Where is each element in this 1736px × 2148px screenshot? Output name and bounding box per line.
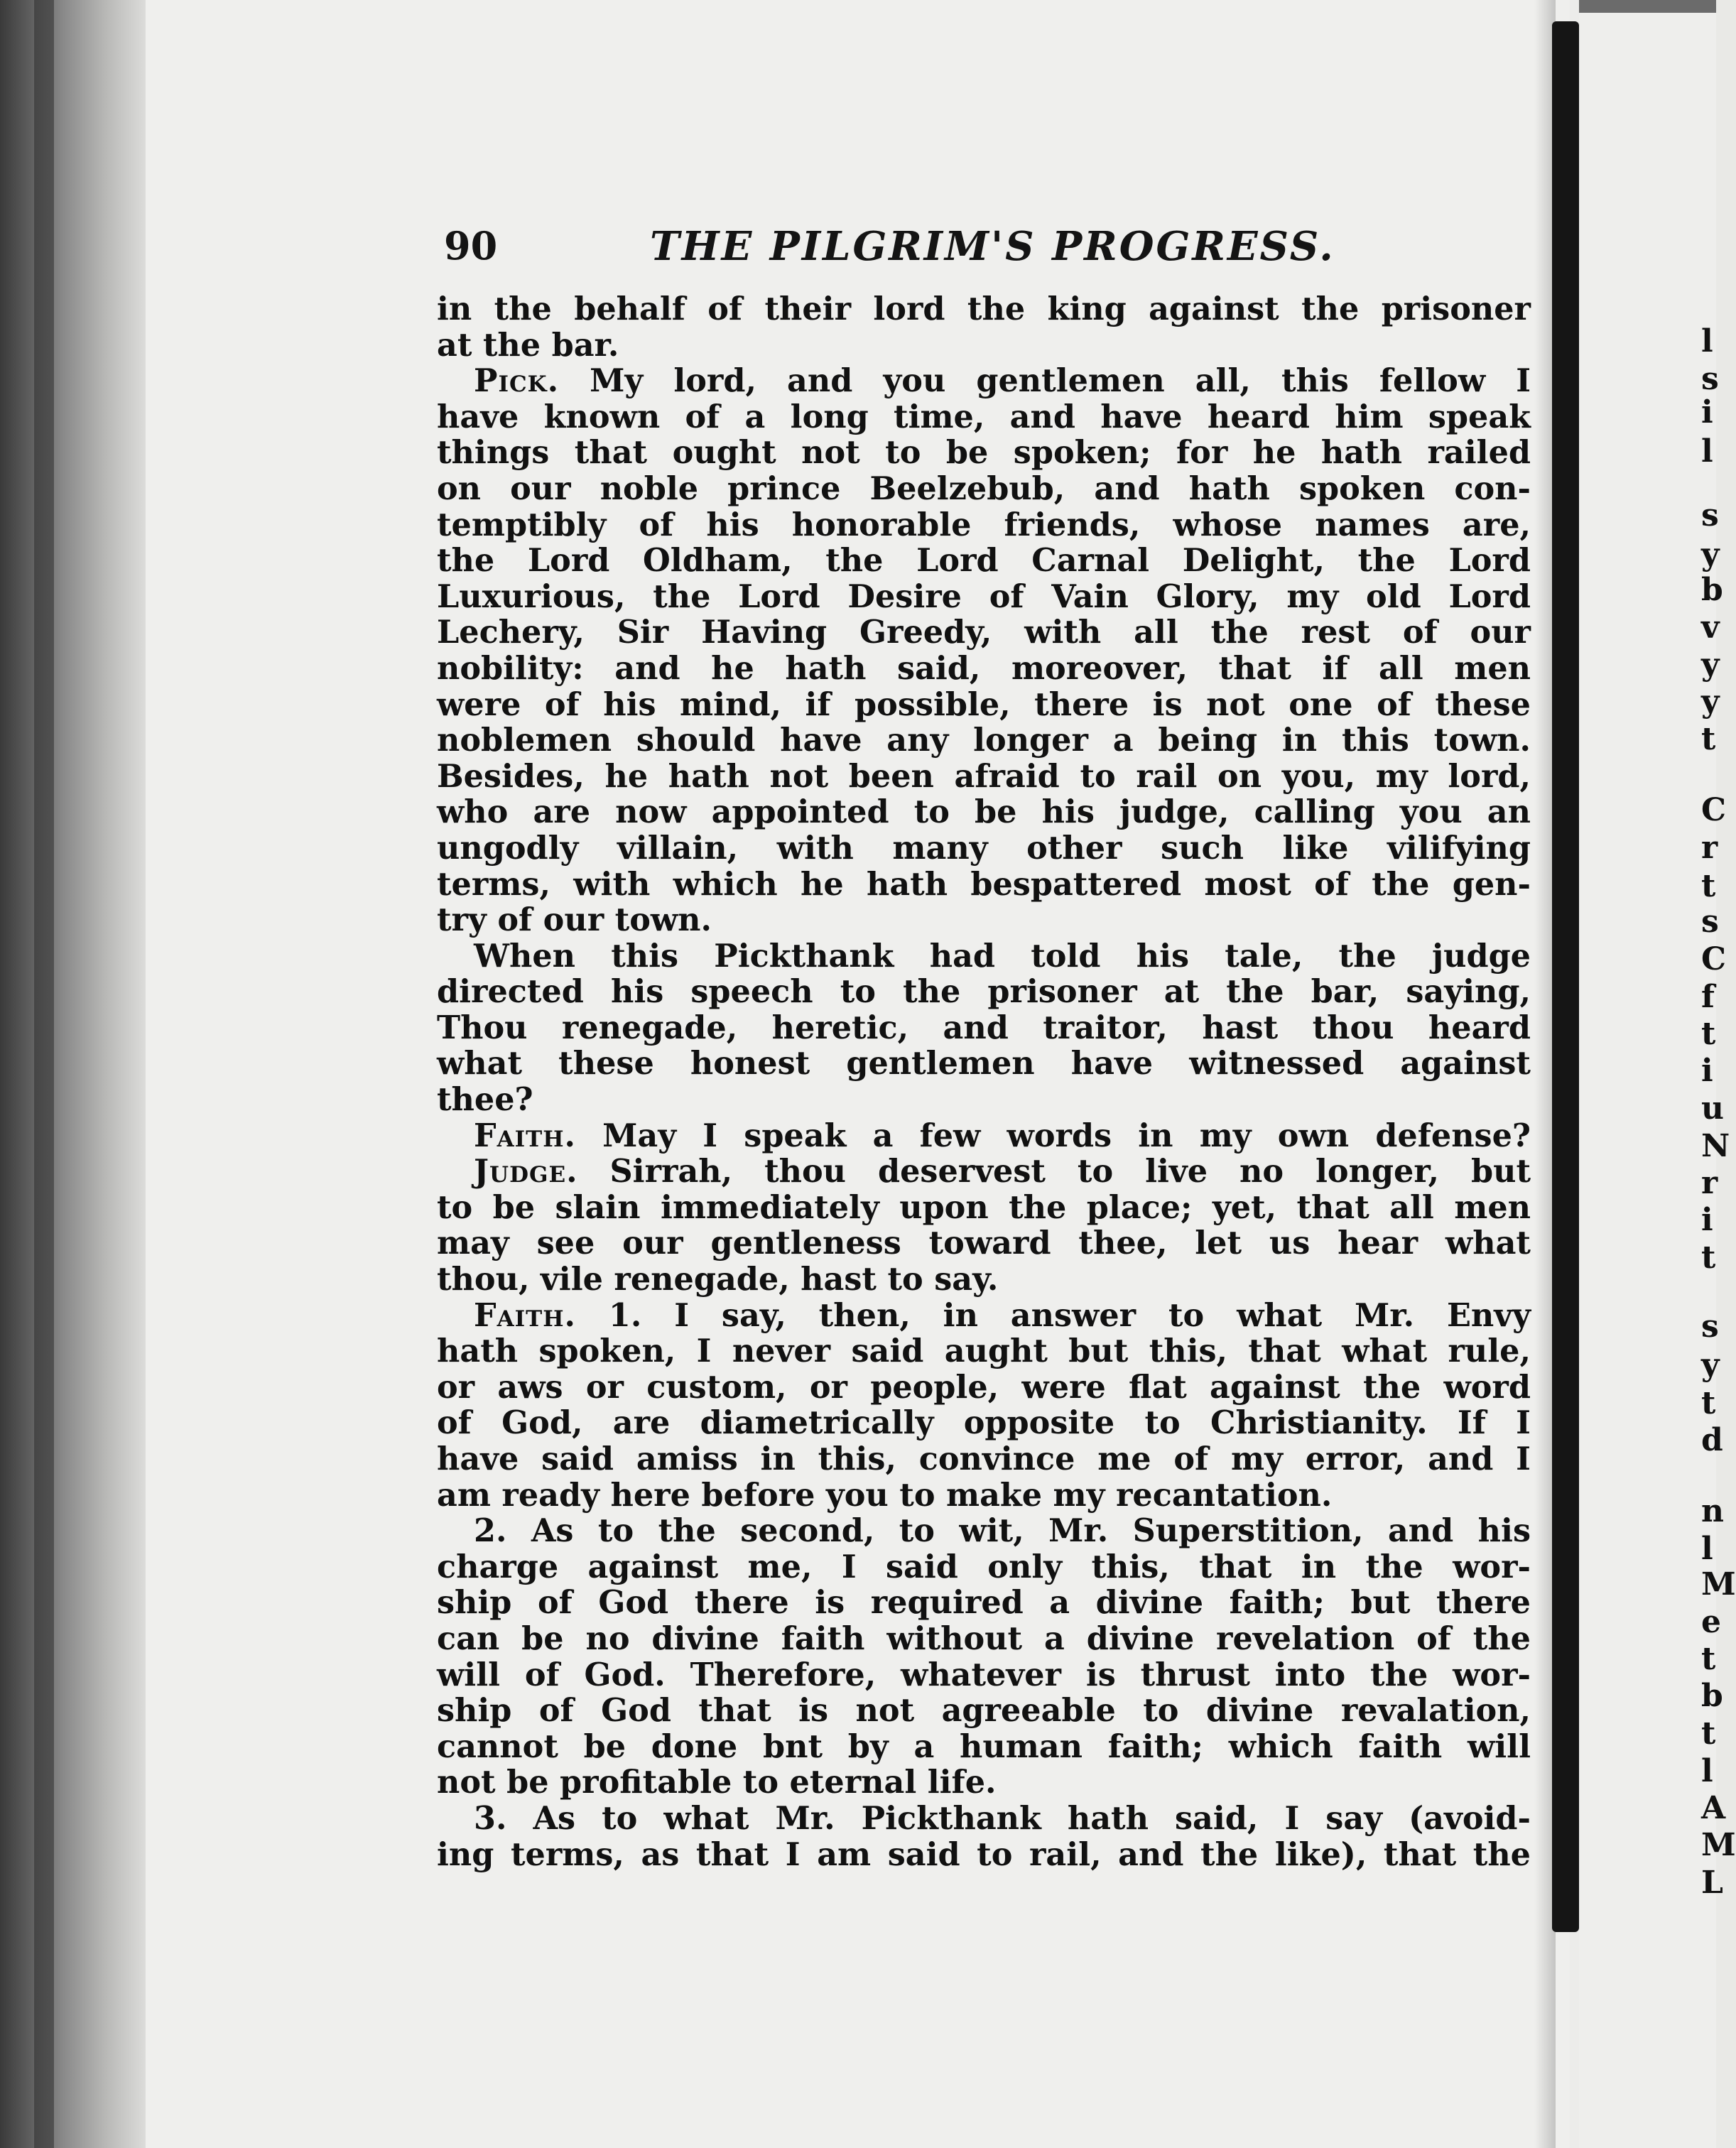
margin-letter: t bbox=[1701, 721, 1716, 757]
line-text: 2. As to the second, to wit, Mr. Superstition, and his bbox=[474, 1512, 1531, 1550]
adjacent-page-top-edge bbox=[1579, 0, 1716, 13]
text-line bbox=[437, 1010, 1531, 1046]
line-text: the Lord Oldham, the Lord Carnal Delight, the Lord bbox=[437, 542, 1531, 580]
text-line bbox=[437, 938, 1531, 975]
margin-letter: u bbox=[1701, 1090, 1724, 1127]
line-text: Lechery, Sir Having Greedy, with all the rest of our bbox=[437, 614, 1531, 651]
text-line bbox=[437, 579, 1531, 615]
margin-letter: M bbox=[1701, 1566, 1736, 1602]
text-line bbox=[437, 830, 1531, 867]
text-line bbox=[437, 1477, 1531, 1514]
line-text: directed his speech to the prisoner at the bar, saying, bbox=[437, 973, 1531, 1011]
text-line bbox=[437, 543, 1531, 579]
line-text: to be slain immediately upon the place; yet, that all men bbox=[437, 1188, 1531, 1226]
line-text: ship of God there is required a divine faith; but there bbox=[437, 1584, 1531, 1622]
text-line bbox=[437, 974, 1531, 1010]
line-text: thou, vile renegade, hast to say. bbox=[437, 1261, 999, 1298]
text-line bbox=[437, 867, 1531, 903]
book-title: THE PILGRIM'S PROGRESS. bbox=[650, 223, 1335, 270]
line-text: terms, with which he hath bespattered most of the gen- bbox=[437, 865, 1531, 903]
line-text: were of his mind, if possible, there is not one of these bbox=[437, 685, 1531, 723]
line-text: hath spoken, I never said aught but this, that what rule, bbox=[437, 1333, 1531, 1370]
margin-letter: s bbox=[1701, 497, 1719, 533]
text-line bbox=[437, 1729, 1531, 1765]
text-line bbox=[437, 1046, 1531, 1082]
margin-letter: l bbox=[1701, 323, 1713, 359]
line-text: nobility: and he hath said, moreover, that if all men bbox=[437, 649, 1531, 687]
line-text: not be profitable to eternal life. bbox=[437, 1764, 997, 1801]
line-text: My lord, and you gentlemen all, this fellow I bbox=[590, 362, 1531, 400]
margin-letter: t bbox=[1701, 1016, 1716, 1052]
text-line bbox=[437, 1154, 1531, 1190]
text-line bbox=[437, 435, 1531, 471]
line-text: or aws or custom, or people, were flat against the word bbox=[437, 1368, 1531, 1406]
margin-letter: C bbox=[1701, 792, 1727, 828]
text-line bbox=[437, 1585, 1531, 1621]
text-line bbox=[437, 399, 1531, 435]
binding-stripe bbox=[34, 0, 54, 2148]
margin-letter: b bbox=[1701, 572, 1723, 608]
line-text: have known of a long time, and have heard him speak bbox=[437, 398, 1531, 435]
margin-letter: t bbox=[1701, 1715, 1716, 1752]
adjacent-page-margin-letters bbox=[1701, 0, 1736, 2148]
text-line bbox=[437, 1549, 1531, 1585]
text-line bbox=[437, 1190, 1531, 1226]
margin-letter: s bbox=[1701, 1308, 1719, 1345]
margin-letter: t bbox=[1701, 868, 1716, 904]
margin-letter: e bbox=[1701, 1604, 1721, 1640]
line-text: 1. I say, then, in answer to what Mr. Envy bbox=[608, 1296, 1531, 1334]
line-text: on our noble prince Beelzebub, and hath spoken con- bbox=[437, 470, 1531, 507]
line-text: ship of God that is not agreeable to divine revalation, bbox=[437, 1692, 1531, 1730]
speaker-name: Faith. bbox=[474, 1296, 576, 1334]
margin-letter: y bbox=[1701, 683, 1720, 720]
book-binding-shadow bbox=[0, 0, 146, 2148]
line-text: try of our town. bbox=[437, 901, 712, 939]
margin-letter: v bbox=[1701, 609, 1720, 646]
line-text: things that ought not to be spoken; for he hath railed bbox=[437, 434, 1531, 472]
margin-letter: t bbox=[1701, 1641, 1716, 1677]
margin-letter: i bbox=[1701, 1053, 1713, 1089]
margin-letter: r bbox=[1701, 830, 1718, 866]
margin-letter: A bbox=[1701, 1790, 1726, 1826]
line-text: temptibly of his honorable friends, whose names are, bbox=[437, 506, 1531, 543]
text-line bbox=[437, 1333, 1531, 1369]
page-gutter bbox=[1552, 21, 1579, 1932]
margin-letter: L bbox=[1701, 1865, 1723, 1901]
line-text: May I speak a few words in my own defense? bbox=[602, 1117, 1531, 1154]
margin-letter: y bbox=[1701, 536, 1720, 573]
line-text: of God, are diametrically opposite to Christianity. If I bbox=[437, 1404, 1531, 1442]
line-text: may see our gentleness toward thee, let us hear what bbox=[437, 1225, 1531, 1262]
text-line bbox=[437, 1369, 1531, 1406]
line-text: 3. As to what Mr. Pickthank hath said, I say (avoid- bbox=[474, 1799, 1531, 1837]
margin-letter: t bbox=[1701, 1385, 1716, 1421]
text-line bbox=[437, 651, 1531, 687]
margin-letter: l bbox=[1701, 433, 1713, 470]
text-line bbox=[437, 507, 1531, 543]
speaker-name: Faith. bbox=[474, 1117, 576, 1154]
margin-letter: y bbox=[1701, 1347, 1720, 1383]
line-text: charge against me, I said only this, that in the wor- bbox=[437, 1548, 1531, 1585]
margin-letter: t bbox=[1701, 1240, 1716, 1276]
speaker-name: Judge. bbox=[474, 1153, 578, 1190]
text-line bbox=[437, 1837, 1531, 1873]
line-text: who are now appointed to be his judge, calling you an bbox=[437, 793, 1531, 831]
text-line bbox=[437, 1118, 1531, 1154]
margin-letter: y bbox=[1701, 646, 1720, 683]
text-line bbox=[437, 614, 1531, 651]
margin-letter: M bbox=[1701, 1827, 1736, 1863]
text-line bbox=[437, 1621, 1531, 1657]
line-text: cannot be done bnt by a human faith; which faith will bbox=[437, 1727, 1531, 1765]
text-line bbox=[437, 1262, 1531, 1298]
text-line bbox=[437, 1405, 1531, 1441]
margin-letter: l bbox=[1701, 1753, 1713, 1789]
line-text: When this Pickthank had told his tale, the judge bbox=[474, 937, 1531, 975]
page-number: 90 bbox=[444, 223, 498, 268]
line-text: Besides, he hath not been afraid to rail on you, my lord, bbox=[437, 757, 1531, 795]
line-text: ungodly villain, with many other such like vilifying bbox=[437, 829, 1531, 867]
text-line bbox=[437, 327, 1531, 364]
margin-letter: i bbox=[1701, 394, 1713, 430]
line-text: can be no divine faith without a divine revelation of the bbox=[437, 1620, 1531, 1657]
text-line bbox=[437, 471, 1531, 507]
margin-letter: N bbox=[1701, 1128, 1730, 1164]
body-text bbox=[437, 291, 1531, 1872]
line-text: ing terms, as that I am said to rail, and the like), that the bbox=[437, 1835, 1531, 1873]
margin-letter: s bbox=[1701, 361, 1719, 397]
line-text: in the behalf of their lord the king against the prisoner bbox=[437, 291, 1531, 327]
text-line bbox=[437, 363, 1531, 399]
line-text: have said amiss in this, convince me of my error, and I bbox=[437, 1441, 1531, 1477]
running-head bbox=[444, 219, 1339, 276]
line-text: Sirrah, thou deservest to live no longer, but bbox=[609, 1153, 1531, 1190]
line-text: Thou renegade, heretic, and traitor, hast thou heard bbox=[437, 1009, 1531, 1046]
line-text: will of God. Therefore, whatever is thrust into the wor- bbox=[437, 1656, 1531, 1693]
text-line bbox=[437, 1764, 1531, 1801]
margin-letter: C bbox=[1701, 941, 1727, 977]
margin-letter: f bbox=[1701, 979, 1715, 1015]
text-line bbox=[437, 687, 1531, 723]
line-text: Luxurious, the Lord Desire of Vain Glory, my old Lord bbox=[437, 577, 1531, 615]
margin-letter: r bbox=[1701, 1165, 1718, 1201]
text-line bbox=[437, 1801, 1531, 1837]
margin-letter: s bbox=[1701, 904, 1719, 940]
margin-letter: d bbox=[1701, 1422, 1723, 1458]
text-line bbox=[437, 1441, 1531, 1477]
speaker-name: Pick. bbox=[474, 362, 560, 400]
text-line bbox=[437, 759, 1531, 795]
line-text: noblemen should have any longer a being in this town. bbox=[437, 722, 1531, 759]
text-line bbox=[437, 1225, 1531, 1262]
text-line bbox=[437, 291, 1531, 327]
margin-letter: b bbox=[1701, 1678, 1723, 1714]
text-line bbox=[437, 1298, 1531, 1334]
line-text: what these honest gentlemen have witnessed against bbox=[437, 1045, 1531, 1083]
margin-letter: n bbox=[1701, 1493, 1724, 1529]
text-line bbox=[437, 1513, 1531, 1549]
margin-letter: i bbox=[1701, 1202, 1713, 1238]
text-line bbox=[437, 1693, 1531, 1729]
text-line bbox=[437, 722, 1531, 759]
text-line bbox=[437, 1082, 1531, 1118]
text-line bbox=[437, 1657, 1531, 1693]
line-text: at the bar. bbox=[437, 326, 619, 364]
line-text: am ready here before you to make my recantation. bbox=[437, 1476, 1333, 1514]
margin-letter: l bbox=[1701, 1531, 1713, 1567]
line-text: thee? bbox=[437, 1081, 533, 1119]
adjacent-page bbox=[1579, 0, 1716, 2148]
text-line bbox=[437, 902, 1531, 938]
text-line bbox=[437, 794, 1531, 830]
